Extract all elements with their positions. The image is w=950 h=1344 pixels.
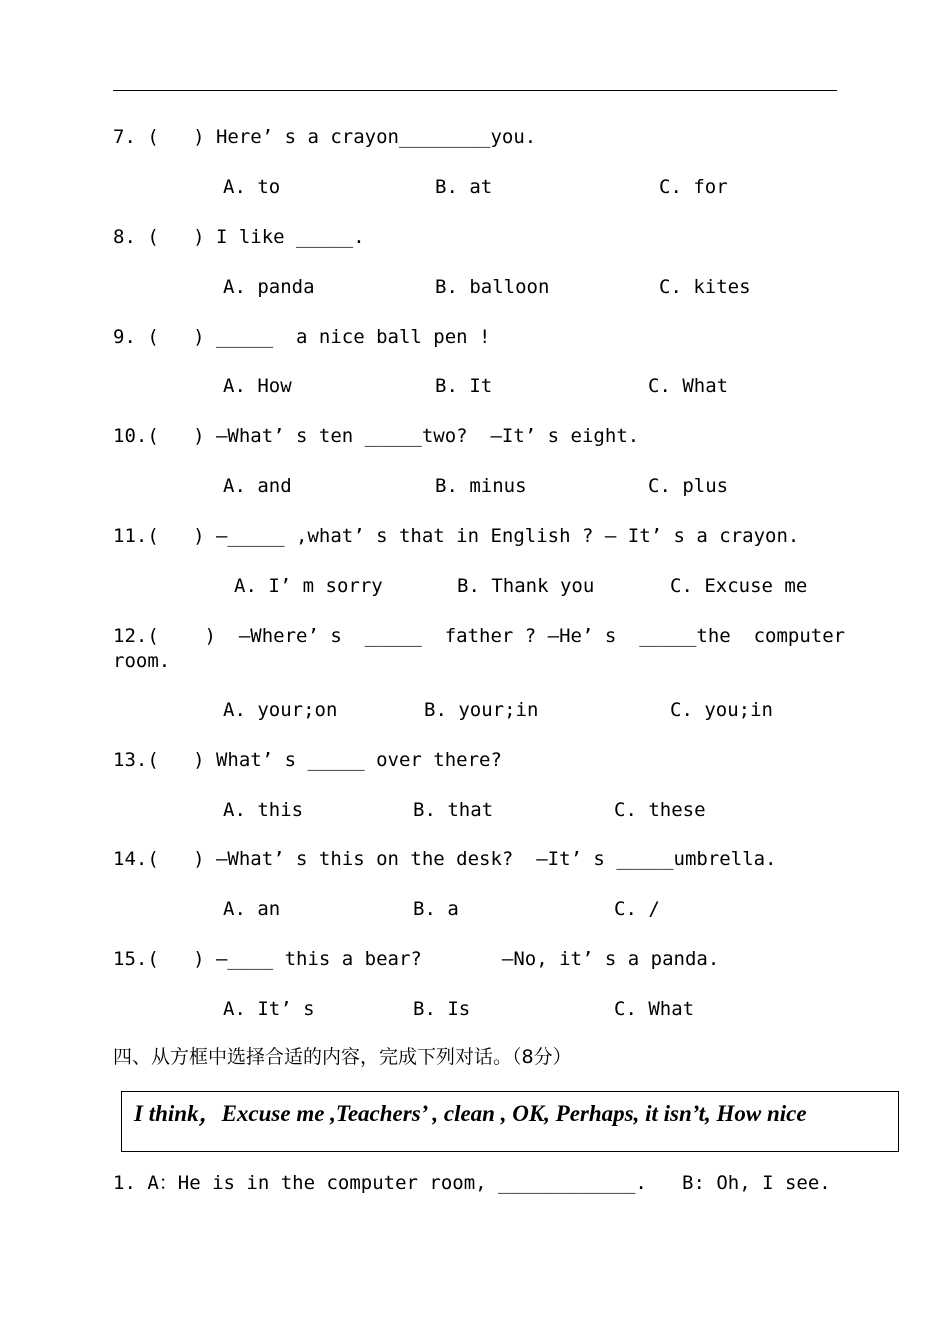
header-rule — [113, 90, 837, 91]
question-12-option-b: B. your;in — [424, 699, 539, 721]
question-13-stem: 13.( ) What’ s _____ over there? — [113, 749, 502, 771]
question-14-option-a: A. an — [223, 898, 281, 920]
question-10-option-b: B. minus — [435, 475, 527, 497]
question-7-option-b: B. at — [435, 176, 493, 198]
question-7-option-c: C. for — [659, 176, 728, 198]
question-12-option-c: C. you;in — [670, 699, 773, 721]
question-11-option-c: C. Excuse me — [670, 575, 808, 597]
question-12-option-a: A. your;on — [223, 699, 338, 721]
question-10-stem: 10.( ) —What’ s ten _____two? —It’ s eight. — [113, 425, 640, 447]
question-8-stem: 8. ( ) I like _____. — [113, 226, 365, 248]
question-14-option-b: B. a — [413, 898, 459, 920]
question-15-option-b: B. Is — [413, 998, 471, 1020]
question-8-option-b: B. balloon — [435, 276, 550, 298]
question-9-stem: 9. ( ) _____ a nice ball pen ! — [113, 326, 491, 348]
question-8-option-a: A. panda — [223, 276, 315, 298]
question-10-option-a: A. and — [223, 475, 292, 497]
dialog-1-line-b: B: Oh, I see. — [682, 1172, 831, 1194]
question-12-stem: 12.( ) —Where’ s _____ father ? —He’ s _____the computer — [113, 625, 846, 647]
question-15-option-c: C. What — [614, 998, 695, 1020]
question-14-stem: 14.( ) —What’ s this on the desk? —It’ s _____umbrella. — [113, 848, 777, 870]
question-7-stem: 7. ( ) Here’ s a crayon________you. — [113, 126, 537, 148]
question-11-option-a: A. I’ m sorry — [234, 575, 383, 597]
question-15-stem: 15.( ) —____ this a bear? —No, it’ s a panda. — [113, 948, 720, 970]
question-11-option-b: B. Thank you — [457, 575, 595, 597]
dialog-1-line-a: 1. A：He is in the computer room, ____________. — [113, 1172, 647, 1194]
word-bank-text: I think，Excuse me ,Teachers’ , clean , OK, Perhaps, it isn’t, How nice — [134, 1101, 807, 1126]
question-14-option-c: C. / — [614, 898, 660, 920]
question-9-option-a: A. How — [223, 375, 292, 397]
section-4-heading: 四、从方框中选择合适的内容，完成下列对话。（8分） — [113, 1046, 572, 1068]
question-12-stem-continued: room. — [113, 650, 171, 672]
question-9-option-b: B. It — [435, 375, 493, 397]
question-7-option-a: A. to — [223, 176, 281, 198]
question-11-stem: 11.( ) —_____ ,what’ s that in English ? — It’ s a crayon. — [113, 525, 800, 547]
question-9-option-c: C. What — [648, 375, 729, 397]
question-10-option-c: C. plus — [648, 475, 729, 497]
question-8-option-c: C. kites — [659, 276, 751, 298]
question-15-option-a: A. It’ s — [223, 998, 315, 1020]
question-13-option-b: B. that — [413, 799, 494, 821]
question-13-option-a: A. this — [223, 799, 304, 821]
question-13-option-c: C. these — [614, 799, 706, 821]
word-bank-box — [121, 1091, 899, 1152]
